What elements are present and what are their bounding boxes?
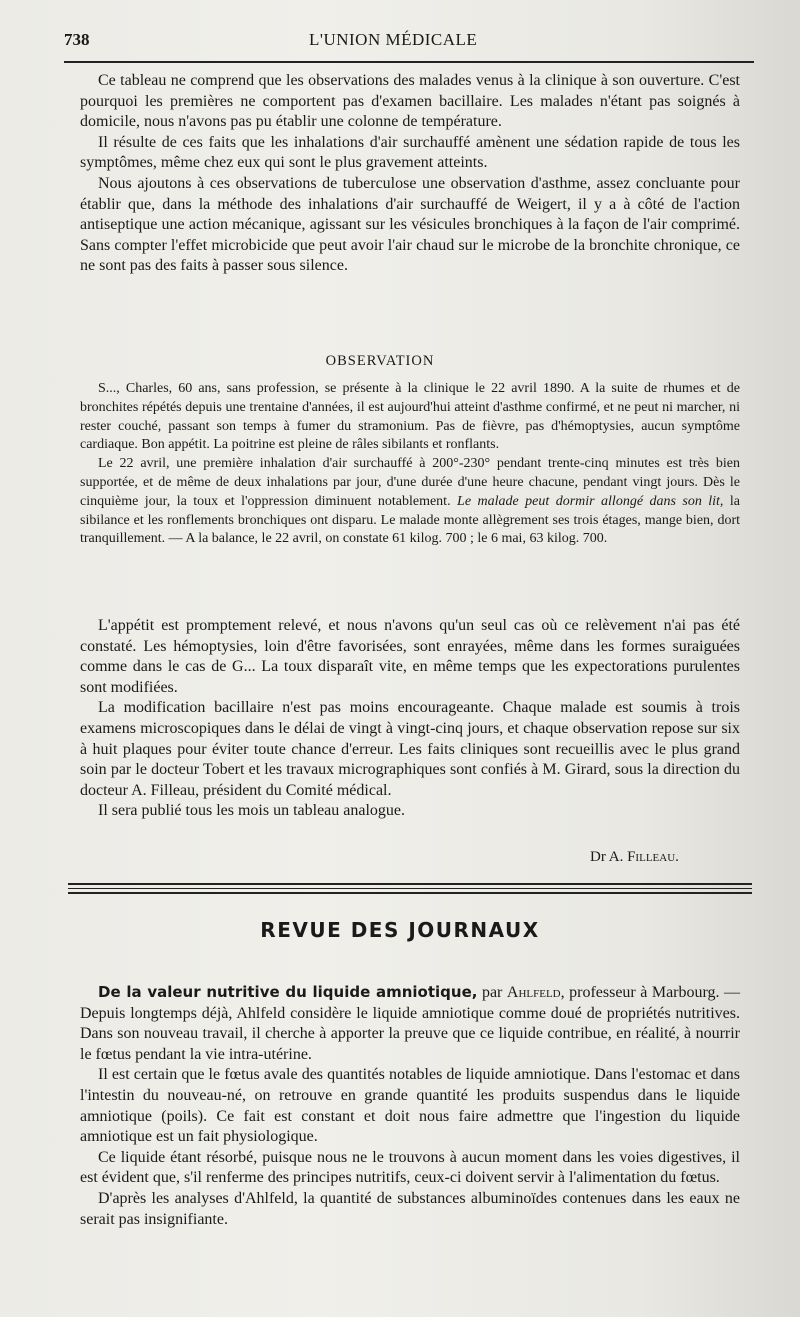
observation-text-a: Le 22 avril, une première inhalation d'air surchauffé à 200°-230° pendant trente-cinq minutes est très bien supportée, et de même de deux inhalations par jour, d'une durée d'une heure chacune, pendant vingt jours. Dès le cinquième jour, la toux et l'oppression diminuent notablement. xyxy=(80,456,740,509)
intro-paragraph-2: Il résulte de ces faits que les inhalations d'air surchauffé amènent une sédation rapide de tous les symptômes, même chez eux qui sont le plus gravement atteints. xyxy=(80,133,740,172)
section-rule-middle xyxy=(68,888,752,889)
page-number: 738 xyxy=(64,30,90,49)
revue-paragraph-3: Ce liquide étant résorbé, puisque nous ne le trouvons à aucun moment dans les voies digestives, il est évident que, s'il renferme des principes nutritifs, ceux-ci doivent servir à l'alimentation du fœtus. xyxy=(80,1148,740,1187)
revue-paragraph-2: Il est certain que le fœtus avale des quantités notables de liquide amniotique. Dans l'estomac et dans l'intestin du nouveau-né, on retrouve en grande quantité les produits suspendus dans le liquide amniotique (poils). Ce fait est constant et doit nous faire admettre que l'ingestion du liquide amniotique est un fait physiologique. xyxy=(80,1066,740,1146)
article-author: Ahlfeld, xyxy=(506,984,565,1001)
intro-section xyxy=(80,71,740,277)
intro-paragraph-3: Nous ajoutons à ces observations de tuberculose une observation d'asthme, assez concluante pour établir que, dans la méthode des inhalations d'air surchauffé de Weigert, il y a à côté de l'action antiseptique une action mécanique, agissant sur les vésicules bronchiques à la façon de l'air comprimé. Sans compter l'effet microbicide que peut avoir l'air chaud sur le microbe de la bronchite chronique, ce ne sont pas des faits à passer sous silence. xyxy=(80,174,740,275)
journal-title: L'UNION MÉDICALE xyxy=(309,30,478,49)
revue-paragraph-4: D'après les analyses d'Ahlfeld, la quantité de substances albuminoïdes contenues dans les eaux ne serait pas insignifiante. xyxy=(80,1189,740,1228)
observation-heading: OBSERVATION xyxy=(325,353,435,369)
conclusion-paragraph-1: L'appétit est promptement relevé, et nous n'avons qu'un seul cas où ce relèvement n'ai pas été constaté. Les hémoptysies, loin d'être favorisées, sont enrayées, même dans les formes suraiguées comme dans le cas de G... La toux disparaît vite, en même temps que les expectorations purulentes sont modifiées. xyxy=(80,617,740,696)
revue-paragraph-1-text: professeur à Marbourg. — Depuis longtemps déjà, Ahlfeld considère le liquide amniotique comme doué de propriétés nutritives. Dans son nouveau travail, il cherche à apporter la preuve que ce liquide contribue, en réalité, à nourrir le fœtus pendant la vie intra-utérine. xyxy=(80,984,741,1063)
revue-paragraph-1 xyxy=(80,982,740,1065)
revue-section xyxy=(80,982,740,1230)
observation-paragraph-1: S..., Charles, 60 ans, sans profession, se présente à la clinique le 22 avril 1890. A la suite de rhumes et de bronchites répétés depuis une trentaine d'années, il est aujourd'hui atteint d'asthme confirmé, et ne peut ni marcher, ni rester couché, passant son temps à fumer du stramonium. Pas de fièvre, pas d'hémoptysies, aucun symptôme cardiaque. Bon appétit. La poitrine est pleine de râles sibilants et ronflants. xyxy=(80,381,740,453)
section-rule-top xyxy=(68,883,752,885)
conclusion-paragraph-2: La modification bacillaire n'est pas moins encourageante. Chaque malade est soumis à trois examens microscopiques dans le délai de vingt à vingt-cinq jours, et chaque observation repose sur six à huit plaques pour éviter toute chance d'erreur. Les faits cliniques sont recueillis avec le plus grand soin par le docteur Tobert et les travaux micrographiques sont confiés à M. Girard, sous la direction du docteur A. Filleau, président du Comité médical. xyxy=(80,699,740,799)
section-rule-bottom xyxy=(68,892,752,894)
observation-text-b: la sibilance et les ronflements bronchiques ont disparu. Le malade monte allègrement ses trois étages, mange bien, dort tranquillement. — A la balance, le 22 avril, on constate 61 kilog. 700 ; le 6 mai, 63 kilog. 700. xyxy=(80,493,740,547)
section-title: REVUE DES JOURNAUX xyxy=(260,918,540,942)
article-by: par xyxy=(481,984,503,1001)
conclusion-section xyxy=(80,616,740,822)
article-title: De la valeur nutritive du liquide amniotique, xyxy=(98,983,478,1001)
signature-prefix: Dr A. xyxy=(590,849,624,865)
signature-name: Filleau. xyxy=(627,849,679,865)
signature xyxy=(590,849,679,866)
observation-paragraph-2 xyxy=(80,455,740,549)
conclusion-paragraph-3: Il sera publié tous les mois un tableau analogue. xyxy=(98,802,406,820)
observation-italic-phrase: Le malade peut dormir allongé dans son lit, xyxy=(457,493,724,509)
header-rule xyxy=(64,61,754,63)
page-header xyxy=(64,30,754,60)
intro-paragraph-1: Ce tableau ne comprend que les observations des malades venus à la clinique à son ouverture. C'est pourquoi les premières ne comportent pas d'examen bacillaire. Les malades n'étant pas soignés à domicile, nous n'avons pas pu établir une colonne de température. xyxy=(80,72,740,131)
observation-section xyxy=(80,380,740,549)
